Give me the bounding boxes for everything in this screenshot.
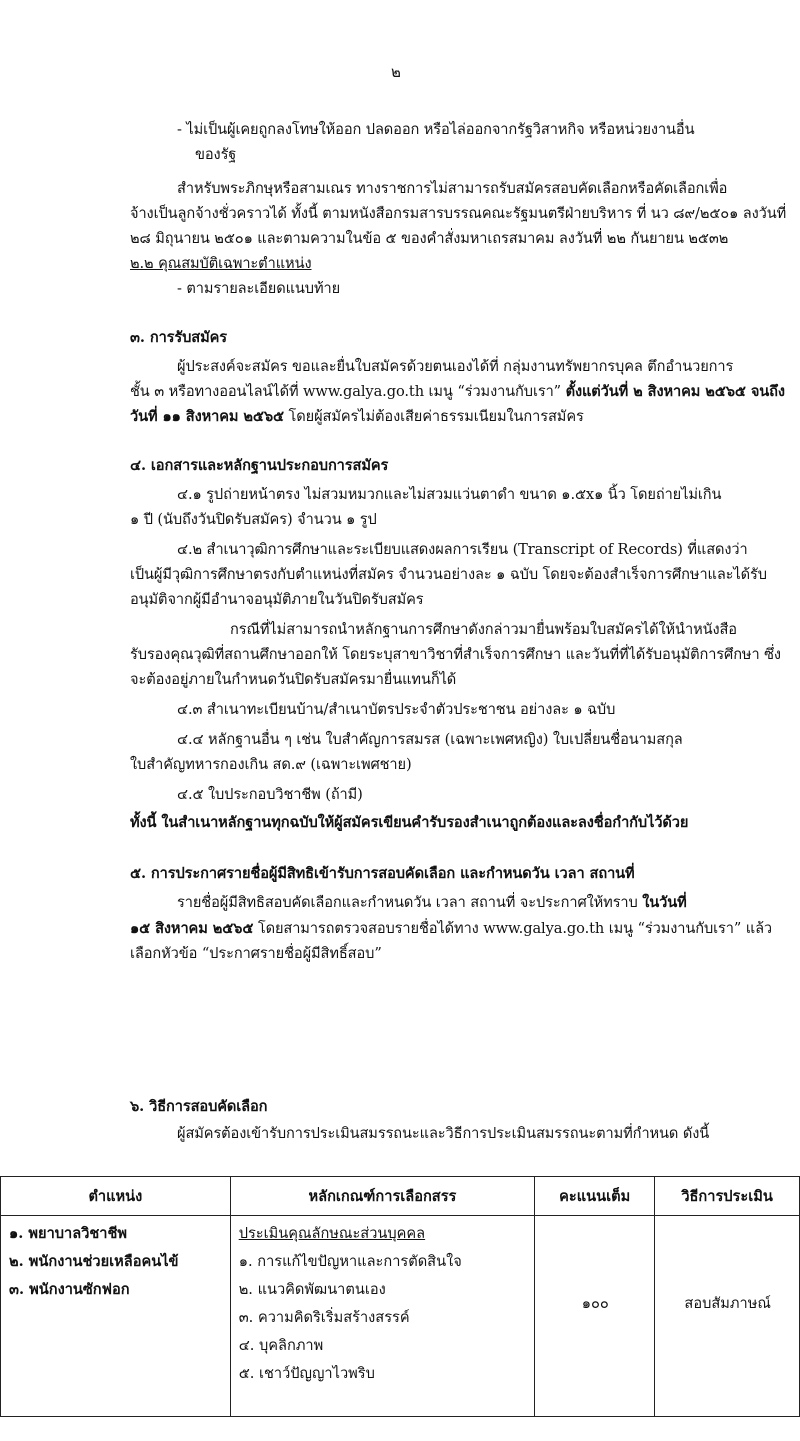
position-item: ๓. พนักงานซักฟอก	[9, 1281, 130, 1298]
paragraph-line: ๔.๒ สำเนาวุฒิการศึกษาและระเบียบแสดงผลการเรียน (Transcript of Records) ที่แสดงว่า	[177, 541, 748, 558]
paragraph-line	[177, 892, 687, 914]
page-number: ๒	[391, 63, 401, 81]
paragraph-line: อนุมัติจากผู้มีอำนาจอนุมัติภายในวันปิดรับสมัคร	[130, 591, 424, 608]
criteria-cell	[230, 1216, 535, 1417]
paragraph-line: เป็นผู้มีวุฒิการศึกษาตรงกับตำแหน่งที่สมัคร จำนวนอย่างละ ๑ ฉบับ โดยจะต้องสำเร็จการศึกษาและได้รับ	[130, 566, 767, 583]
table-header-cell: ตำแหน่ง	[1, 1177, 231, 1216]
paragraph-bold-text: ๑๕ สิงหาคม ๒๕๖๕	[130, 920, 254, 937]
paragraph-bold-text: ในวันที่	[642, 894, 687, 911]
paragraph-line: จ้างเป็นลูกจ้างชั่วคราวได้ ทั้งนี้ ตามหนังสือกรมสารบรรณคณะรัฐมนตรีฝ่ายบริหาร ที่ นว ๘๙/๒๕๐๑ ลงวันที่	[130, 205, 787, 222]
paragraph-line: สำหรับพระภิกษุหรือสามเณร ทางราชการไม่สามารถรับสมัครสอบคัดเลือกหรือคัดเลือกเพื่อ	[177, 180, 728, 197]
paragraph-text: โดยสามารถตรวจสอบรายชื่อได้ทาง www.galya.go.th เมนู “ร่วมงานกับเรา” แล้ว	[257, 920, 773, 937]
paragraph-line: ๔.๕ ใบประกอบวิชาชีพ (ถ้ามี)	[177, 786, 363, 803]
paragraph-line	[130, 918, 772, 940]
paragraph-line: ๔.๑ รูปถ่ายหน้าตรง ไม่สวมหมวกและไม่สวมแว่นตาดำ ขนาด ๑.๕x๑ นิ้ว โดยถ่ายไม่เกิน	[177, 486, 722, 503]
criteria-item: ๒. แนวคิดพัฒนาตนเอง	[238, 1281, 386, 1298]
positions-cell	[1, 1216, 231, 1417]
table-header-cell: วิธีการประเมิน	[655, 1177, 800, 1216]
assessment-method: สอบสัมภาษณ์	[684, 1295, 771, 1312]
paragraph-line	[130, 381, 785, 403]
paragraph-text: ชั้น ๓ หรือทางออนไลน์ได้ที่ www.galya.go.th เมนู “ร่วมงานกับเรา”	[130, 383, 562, 400]
paragraph-bold-line: ทั้งนี้ ในสำเนาหลักฐานทุกฉบับให้ผู้สมัครเขียนคำรับรองสำเนาถูกต้องและลงชื่อกำกับไว้ด้วย	[130, 814, 689, 831]
paragraph-line	[130, 406, 584, 428]
paragraph-line: จะต้องอยู่ภายในกำหนดวันปิดรับสมัครมายื่นแทนก็ได้	[130, 671, 457, 688]
table-header-cell: หลักเกณฑ์การเลือกสรร	[230, 1177, 535, 1216]
score-cell	[535, 1216, 655, 1417]
paragraph-line: ผู้สมัครต้องเข้ารับการประเมินสมรรถนะและวิธีการประเมินสมรรถนะตามที่กำหนด ดังนี้	[177, 1125, 710, 1142]
paragraph-line: ใบสำคัญทหารกองเกิน สด.๙ (เฉพาะเพศชาย)	[130, 756, 412, 773]
criteria-item: ๓. ความคิดริเริ่มสร้างสรรค์	[238, 1309, 410, 1326]
position-item: ๑. พยาบาลวิชาชีพ	[9, 1225, 128, 1242]
section-heading-5: ๕. การประกาศรายชื่อผู้มีสิทธิเข้ารับการสอบคัดเลือก และกำหนดวัน เวลา สถานที่	[130, 865, 635, 882]
qualification-line: - ไม่เป็นผู้เคยถูกลงโทษให้ออก ปลดออก หรือไล่ออกจากรัฐวิสาหกิจ หรือหน่วยงานอื่น	[177, 121, 695, 138]
position-item: ๒. พนักงานช่วยเหลือคนไข้	[9, 1253, 179, 1270]
section-heading-3: ๓. การรับสมัคร	[130, 329, 228, 346]
paragraph-line: - ตามรายละเอียดแนบท้าย	[177, 280, 341, 297]
table-header-row	[1, 1177, 800, 1216]
paragraph-line: ๔.๓ สำเนาทะเบียนบ้าน/สำเนาบัตรประจำตัวประชาชน อย่างละ ๑ ฉบับ	[177, 701, 616, 718]
paragraph-line: ผู้ประสงค์จะสมัคร ขอและยื่นใบสมัครด้วยตนเองได้ที่ กลุ่มงานทรัพยากรบุคล ตึกอำนวยการ	[177, 358, 734, 375]
paragraph-text: รายชื่อผู้มีสิทธิสอบคัดเลือกและกำหนดวัน เวลา สถานที่ จะประกาศให้ทราบ	[177, 894, 638, 911]
paragraph-line: เลือกหัวข้อ “ประกาศรายชื่อผู้มีสิทธิ์สอบ”	[130, 945, 382, 962]
criteria-title: ประเมินคุณลักษณะส่วนบุคคล	[238, 1225, 426, 1242]
paragraph-text: โดยผู้สมัครไม่ต้องเสียค่าธรรมเนียมในการสมัคร	[288, 408, 584, 425]
table-row	[1, 1216, 800, 1417]
criteria-item: ๕. เชาว์ปัญญาไวพริบ	[238, 1365, 375, 1382]
table-header-cell: คะแนนเต็ม	[535, 1177, 655, 1216]
paragraph-line: รับรองคุณวุฒิที่สถานศึกษาออกให้ โดยระบุสาขาวิชาที่สำเร็จการศึกษา และวันที่ที่ได้รับอนุมัติการศึกษา ซึ่ง	[130, 646, 781, 663]
criteria-item: ๑. การแก้ไขปัญหาและการตัดสินใจ	[238, 1253, 462, 1270]
paragraph-bold-text: ตั้งแต่วันที่ ๒ สิงหาคม ๒๕๖๕ จนถึง	[565, 383, 785, 400]
selection-criteria-table	[0, 1176, 800, 1417]
subsection-heading: ๒.๒ คุณสมบัติเฉพาะตำแหน่ง	[130, 255, 312, 272]
section-heading-4: ๔. เอกสารและหลักฐานประกอบการสมัคร	[130, 457, 389, 474]
paragraph-line: กรณีที่ไม่สามารถนำหลักฐานการศึกษาดังกล่าวมายื่นพร้อมใบสมัครได้ให้นำหนังสือ	[230, 621, 737, 638]
paragraph-line: ๒๘ มิถุนายน ๒๕๐๑ และตามความในข้อ ๕ ของคำสั่งมหาเถรสมาคม ลงวันที่ ๒๒ กันยายน ๒๕๓๒	[130, 230, 729, 247]
section-heading-6: ๖. วิธีการสอบคัดเลือก	[130, 1098, 268, 1115]
criteria-item: ๔. บุคลิกภาพ	[238, 1337, 324, 1354]
qualification-line: ของรัฐ	[195, 146, 237, 163]
paragraph-line: ๔.๔ หลักฐานอื่น ๆ เช่น ใบสำคัญการสมรส (เฉพาะเพศหญิง) ใบเปลี่ยนชื่อนามสกุล	[177, 731, 683, 748]
paragraph-line: ๑ ปี (นับถึงวันปิดรับสมัคร) จำนวน ๑ รูป	[130, 511, 377, 528]
full-score: ๑๐๐	[581, 1295, 609, 1312]
paragraph-bold-text: วันที่ ๑๑ สิงหาคม ๒๕๖๕	[130, 408, 284, 425]
method-cell	[655, 1216, 800, 1417]
